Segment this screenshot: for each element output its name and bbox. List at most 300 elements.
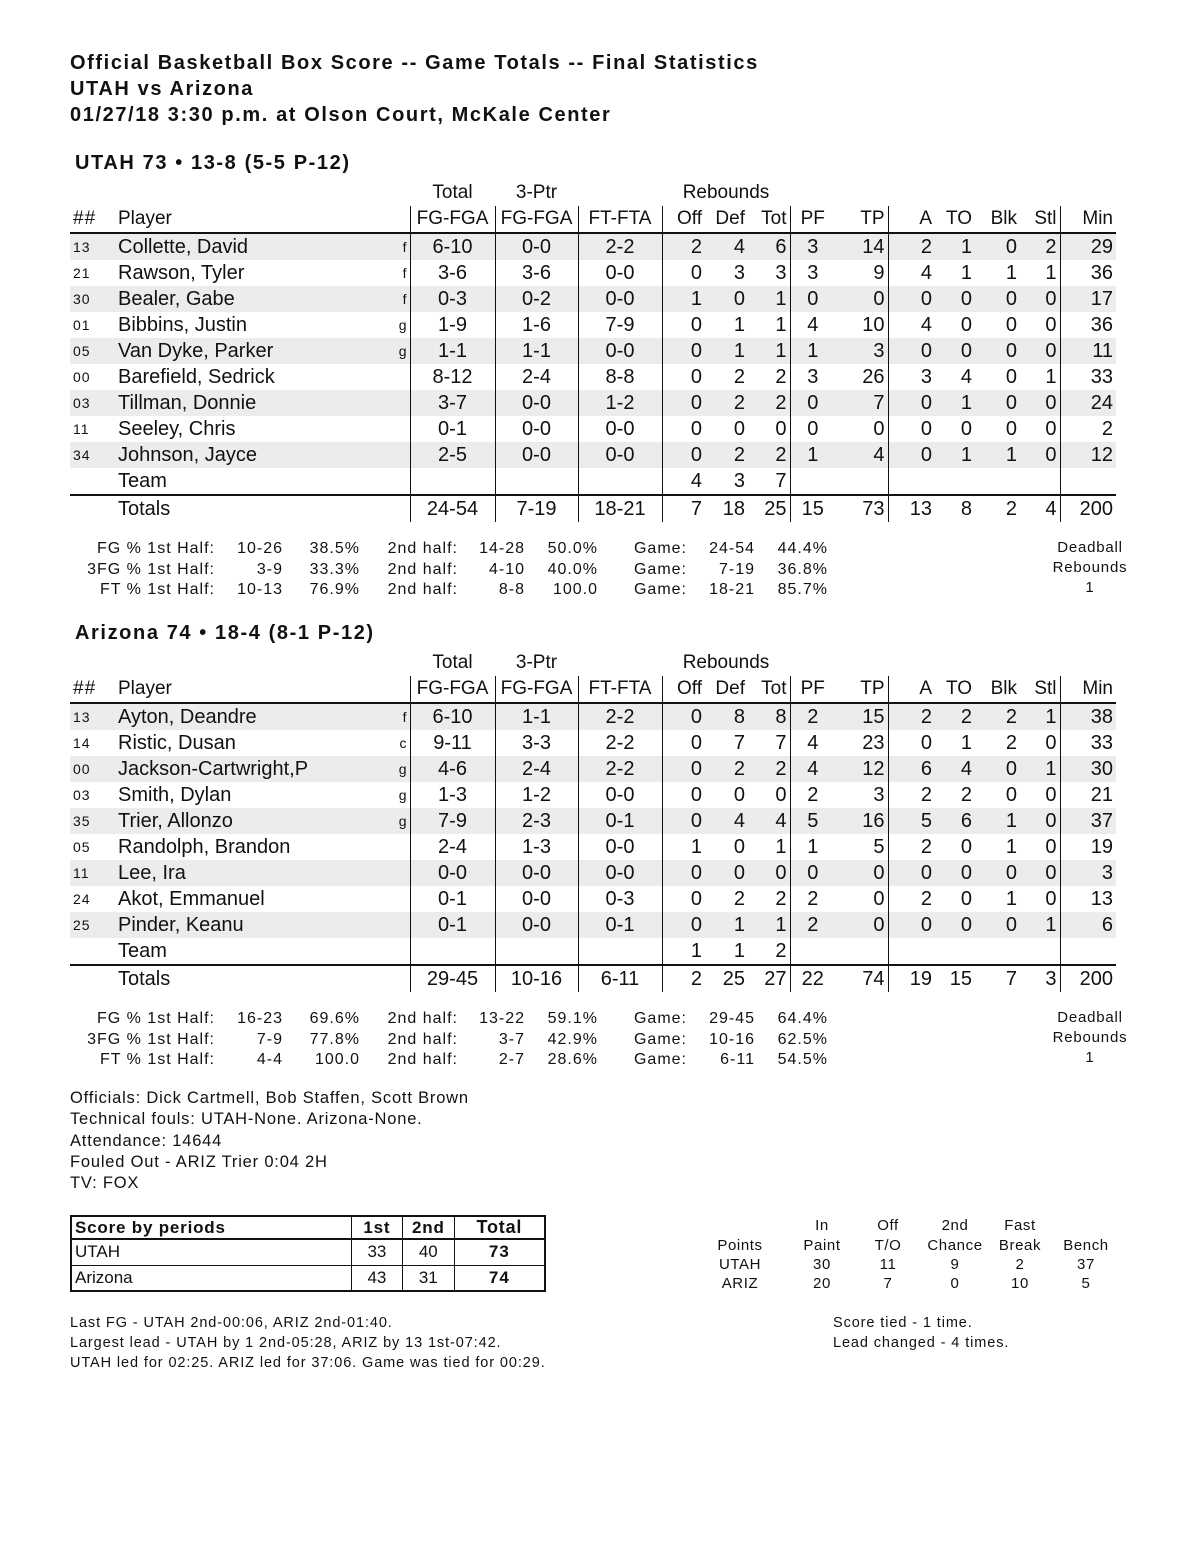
cell-a: 5 <box>888 808 935 834</box>
shooting-value: 3FG % 1st Half: <box>87 1030 215 1048</box>
cell-tp3: 0-0 <box>495 416 578 442</box>
cell-ft <box>578 468 662 495</box>
cell-stl: 1 <box>1045 366 1057 388</box>
cell-min: 24 <box>1060 390 1116 416</box>
shooting-value: 69.6% <box>309 1010 360 1027</box>
cell-tp: 26 <box>862 366 885 388</box>
cell-tp3: 0-0 <box>495 390 578 416</box>
cell-a: 2 <box>888 703 935 730</box>
shooting-value: Game: <box>633 560 687 578</box>
cell-tot: 1 <box>748 286 790 312</box>
cell-tp: 5 <box>873 836 885 858</box>
group-header-cell: 3-Ptr <box>515 182 558 203</box>
cell-stl: 0 <box>1045 732 1057 754</box>
cell-min <box>1060 938 1116 965</box>
cell-tp3: 7-19 <box>495 495 578 522</box>
column-header-pf: PF <box>790 676 835 703</box>
shooting-value: 29-45 <box>709 1010 755 1027</box>
footer-left-notes <box>70 1313 546 1373</box>
group-header-cell <box>1060 180 1116 206</box>
group-header-cell <box>1060 650 1116 676</box>
column-header-pf: PF <box>790 206 835 233</box>
cell-blk: 1 <box>975 442 1020 468</box>
player-row <box>70 260 1116 286</box>
cell-ft: 0-0 <box>578 286 662 312</box>
cell-min: 3 <box>1060 860 1116 886</box>
cell-a: 0 <box>888 416 935 442</box>
cell-tp3: 0-0 <box>495 912 578 938</box>
points-cell: Break <box>998 1236 1042 1254</box>
cell-pos <box>395 468 410 495</box>
cell-to: 2 <box>935 703 975 730</box>
cell-fg: 6-10 <box>410 703 495 730</box>
cell-stl <box>1020 468 1060 495</box>
column-header-to: TO <box>935 676 975 703</box>
cell-pf: 15 <box>790 495 835 522</box>
player-row <box>70 938 1116 965</box>
cell-def: 0 <box>705 286 748 312</box>
cell-tot: 2 <box>748 756 790 782</box>
cell-fg: 2-4 <box>410 834 495 860</box>
cell-tot: 2 <box>748 390 790 416</box>
cell-a <box>888 468 935 495</box>
points-cell: Bench <box>1063 1236 1109 1254</box>
cell-to: 0 <box>960 888 972 910</box>
points-cell: 11 <box>879 1255 897 1273</box>
column-header-fg: FG-FGA <box>410 676 495 703</box>
cell-off: 0 <box>662 756 705 782</box>
cell-num: 11 <box>73 421 90 437</box>
cell-stl: 1 <box>1045 262 1057 284</box>
shooting-value: 24-54 <box>709 540 755 557</box>
shooting-value: 54.5% <box>777 1051 828 1068</box>
player-row <box>70 860 1116 886</box>
cell-fg: 0-1 <box>410 886 495 912</box>
cell-fg: 3-6 <box>410 260 495 286</box>
cell-pos <box>395 364 410 390</box>
cell-tot: 0 <box>748 860 790 886</box>
cell-stl: 0 <box>1020 286 1060 312</box>
cell-tp3 <box>495 938 578 965</box>
points-cell: 10 <box>1011 1274 1029 1292</box>
cell-pos <box>395 390 410 416</box>
cell-blk: 2 <box>1005 732 1017 754</box>
cell-def: 4 <box>705 233 748 260</box>
last-fg: Last FG - UTAH 2nd-00:06, ARIZ 2nd-01:40. <box>70 1315 393 1331</box>
cell-off: 0 <box>662 390 705 416</box>
cell-blk: 1 <box>1005 262 1017 284</box>
cell-stl: 0 <box>1045 314 1057 336</box>
game-date-venue: 01/27/18 3:30 p.m. at Olson Court, McKale Center <box>70 104 612 126</box>
cell-pf: 0 <box>790 860 835 886</box>
cell-num: 14 <box>73 735 91 751</box>
cell-blk: 1 <box>975 808 1020 834</box>
period-score: 33 <box>351 1239 402 1265</box>
box-score-table <box>70 650 1116 992</box>
shooting-value: 62.5% <box>777 1030 828 1048</box>
column-header-num: ## <box>70 206 115 233</box>
cell-tp3: 0-0 <box>495 886 578 912</box>
cell-ft: 0-0 <box>578 260 662 286</box>
cell-tot: 0 <box>775 784 787 806</box>
shooting-value: 2nd half: <box>387 540 458 557</box>
cell-a: 0 <box>888 730 935 756</box>
periods-header: Score by periods <box>71 1216 351 1239</box>
cell-blk: 0 <box>975 286 1020 312</box>
cell-fg: 0-1 <box>410 416 495 442</box>
cell-off: 0 <box>662 260 705 286</box>
cell-tot: 3 <box>775 262 787 284</box>
cell-fg: 0-3 <box>410 286 495 312</box>
cell-tp3: 10-16 <box>495 965 578 992</box>
cell-tp: 0 <box>835 912 888 938</box>
cell-ft: 0-0 <box>578 834 662 860</box>
cell-off: 0 <box>662 782 705 808</box>
cell-stl: 1 <box>1020 703 1060 730</box>
cell-min: 17 <box>1060 286 1116 312</box>
cell-to: 1 <box>935 442 975 468</box>
points-cell: In <box>815 1217 829 1234</box>
points-cell: 37 <box>1077 1255 1095 1273</box>
shooting-value: 4-10 <box>488 560 525 578</box>
cell-pf: 4 <box>790 730 835 756</box>
cell-def: 2 <box>705 442 748 468</box>
cell-blk: 0 <box>1005 784 1017 806</box>
cell-blk <box>975 468 1020 495</box>
cell-player: Smith, Dylan <box>118 784 232 806</box>
cell-stl: 0 <box>1020 390 1060 416</box>
cell-pos: g <box>395 338 410 364</box>
cell-blk: 0 <box>975 912 1020 938</box>
player-row <box>70 233 1116 260</box>
cell-def: 25 <box>705 965 748 992</box>
cell-off: 0 <box>662 703 705 730</box>
cell-tp3: 1-2 <box>495 782 578 808</box>
group-header-cell <box>115 180 395 206</box>
cell-def: 1 <box>705 912 748 938</box>
cell-num <box>70 938 115 965</box>
cell-off: 0 <box>662 808 705 834</box>
cell-tp3: 2-4 <box>495 756 578 782</box>
cell-min: 36 <box>1060 312 1116 338</box>
cell-tot: 2 <box>775 940 787 962</box>
cell-tot: 1 <box>748 912 790 938</box>
cell-def: 1 <box>705 338 748 364</box>
cell-pf: 1 <box>790 834 835 860</box>
cell-pf: 2 <box>790 782 835 808</box>
cell-pos <box>395 938 410 965</box>
shooting-value: 76.9% <box>309 581 360 598</box>
player-row <box>70 416 1116 442</box>
cell-stl: 3 <box>1020 965 1060 992</box>
shooting-value: 36.8% <box>777 560 828 578</box>
shooting-value: 4-4 <box>256 1051 283 1068</box>
cell-fg: 4-6 <box>410 756 495 782</box>
cell-pf: 4 <box>790 756 835 782</box>
cell-tp <box>835 468 888 495</box>
cell-min: 29 <box>1060 233 1116 260</box>
cell-blk: 0 <box>1005 366 1017 388</box>
cell-ft: 0-1 <box>578 912 662 938</box>
player-row <box>70 390 1116 416</box>
cell-def: 1 <box>733 940 745 962</box>
cell-player: Trier, Allonzo <box>115 808 395 834</box>
column-header-tot: Tot <box>748 206 790 233</box>
column-header-player: Player <box>115 676 395 703</box>
cell-pos: g <box>395 808 410 834</box>
shooting-value: 10-26 <box>237 540 283 557</box>
column-header-def: Def <box>705 206 748 233</box>
points-cell: 9 <box>950 1255 960 1273</box>
cell-pos <box>395 495 410 522</box>
cell-pos: f <box>395 233 410 260</box>
group-header-cell <box>835 650 888 676</box>
cell-num: 25 <box>70 912 115 938</box>
cell-pf: 22 <box>790 965 835 992</box>
cell-player: Randolph, Brandon <box>118 836 291 858</box>
cell-tp: 0 <box>835 860 888 886</box>
cell-to: 1 <box>960 732 972 754</box>
cell-def: 0 <box>733 836 745 858</box>
cell-pf: 2 <box>790 886 835 912</box>
cell-min: 33 <box>1060 364 1116 390</box>
points-cell: Off <box>877 1217 899 1234</box>
officials: Officials: Dick Cartmell, Bob Staffen, Scott Brown <box>70 1089 469 1107</box>
cell-fg: 6-10 <box>410 233 495 260</box>
shooting-value: 13-22 <box>479 1010 525 1027</box>
points-cell: T/O <box>874 1236 902 1254</box>
cell-pf: 3 <box>790 260 835 286</box>
cell-min: 30 <box>1060 756 1116 782</box>
cell-num <box>70 468 115 495</box>
cell-player: Collette, David <box>115 233 395 260</box>
column-header-tp: TP <box>835 676 888 703</box>
cell-def: 0 <box>733 418 745 440</box>
points-cell: ARIZ <box>721 1274 759 1292</box>
cell-ft: 18-21 <box>578 495 662 522</box>
cell-off: 0 <box>662 730 705 756</box>
cell-pos: f <box>402 265 407 281</box>
cell-min: 200 <box>1060 965 1116 992</box>
cell-pf: 2 <box>790 912 835 938</box>
group-header-cell: Total <box>432 652 473 673</box>
cell-pos: c <box>399 735 407 751</box>
cell-to <box>935 468 975 495</box>
cell-num: 00 <box>73 369 91 385</box>
cell-ft: 8-8 <box>578 364 662 390</box>
cell-tp: 3 <box>873 784 885 806</box>
cell-num: 35 <box>70 808 115 834</box>
cell-to: 1 <box>935 390 975 416</box>
group-header-cell <box>888 180 935 206</box>
group-header-cell <box>1020 650 1060 676</box>
period-score: 43 <box>351 1265 402 1291</box>
deadball-line: Rebounds <box>1052 1029 1128 1046</box>
cell-player: Rawson, Tyler <box>118 262 245 284</box>
cell-player: Johnson, Jayce <box>115 442 395 468</box>
group-header-cell <box>1020 180 1060 206</box>
cell-to: 0 <box>935 860 975 886</box>
cell-pf: 1 <box>790 338 835 364</box>
cell-stl: 4 <box>1020 495 1060 522</box>
footer-right-notes <box>833 1313 1009 1353</box>
cell-player: Jackson-Cartwright,P <box>115 756 395 782</box>
shooting-value: FG % 1st Half: <box>96 540 215 557</box>
time-led: UTAH led for 02:25. ARIZ led for 37:06. Game was tied for 00:29. <box>70 1355 546 1371</box>
cell-a: 0 <box>888 286 935 312</box>
player-row <box>70 312 1116 338</box>
cell-player: Seeley, Chris <box>118 418 236 440</box>
cell-tp: 0 <box>873 418 885 440</box>
group-header-cell: 3-Ptr <box>515 652 558 673</box>
shooting-value: 42.9% <box>547 1030 598 1048</box>
shooting-value: 16-23 <box>237 1010 283 1027</box>
deadball-line: 1 <box>1085 1049 1095 1066</box>
shooting-value: 2nd half: <box>387 1051 458 1068</box>
points-cell: 2nd <box>941 1217 969 1234</box>
cell-ft: 1-2 <box>578 390 662 416</box>
shooting-value: 85.7% <box>777 581 828 598</box>
group-header-cell <box>975 180 1020 206</box>
cell-pos <box>395 416 410 442</box>
cell-pf <box>790 468 835 495</box>
shooting-value: 77.8% <box>309 1030 360 1048</box>
report-title: Official Basketball Box Score -- Game Totals -- Final Statistics <box>70 52 759 74</box>
cell-to: 0 <box>935 286 975 312</box>
cell-tot: 7 <box>775 732 787 754</box>
cell-off: 0 <box>662 886 705 912</box>
period-total: 73 <box>454 1239 545 1265</box>
group-header-cell <box>578 180 662 206</box>
tv: TV: FOX <box>70 1174 140 1193</box>
column-header-def: Def <box>705 676 748 703</box>
cell-tp3: 2-3 <box>495 808 578 834</box>
deadball-rebounds <box>1030 1008 1150 1068</box>
points-cell: 7 <box>883 1274 893 1292</box>
cell-a: 13 <box>888 495 935 522</box>
cell-blk: 1 <box>1005 836 1017 858</box>
cell-player: Ristic, Dusan <box>118 732 236 754</box>
cell-pos: f <box>395 286 410 312</box>
cell-stl: 0 <box>1045 418 1057 440</box>
cell-num: 03 <box>73 787 91 803</box>
cell-fg: 0-1 <box>410 912 495 938</box>
cell-stl: 1 <box>1020 912 1060 938</box>
cell-ft: 2-2 <box>578 756 662 782</box>
cell-a: 4 <box>888 312 935 338</box>
shooting-value: 6-11 <box>720 1051 755 1068</box>
shooting-value: 10-13 <box>237 581 283 598</box>
shooting-value: Game: <box>633 1010 687 1027</box>
cell-to: 6 <box>935 808 975 834</box>
cell-stl: 0 <box>1045 888 1057 910</box>
column-header-tot: Tot <box>748 676 790 703</box>
cell-num: 24 <box>73 891 91 907</box>
cell-player: Lee, Ira <box>115 860 395 886</box>
lead-changed: Lead changed - 4 times. <box>833 1335 1010 1351</box>
period-score: 40 <box>402 1239 454 1265</box>
cell-tp3: 0-2 <box>495 286 578 312</box>
column-header-tp3: FG-FGA <box>495 676 578 703</box>
cell-tot: 0 <box>775 418 787 440</box>
deadball-line: Rebounds <box>1052 559 1128 576</box>
team-heading: UTAH 73 • 13-8 (5-5 P-12) <box>75 152 351 174</box>
cell-a: 0 <box>888 390 935 416</box>
cell-tp3: 1-1 <box>495 338 578 364</box>
cell-pf: 4 <box>790 312 835 338</box>
cell-off: 0 <box>662 338 705 364</box>
cell-blk: 0 <box>1005 314 1017 336</box>
points-cell: Paint <box>803 1236 841 1254</box>
cell-ft <box>578 938 662 965</box>
column-header-pos <box>395 206 410 233</box>
cell-player: Van Dyke, Parker <box>115 338 395 364</box>
cell-player: Akot, Emmanuel <box>118 888 265 910</box>
cell-off: 1 <box>662 834 705 860</box>
cell-tot: 2 <box>775 366 787 388</box>
cell-def: 3 <box>733 262 745 284</box>
cell-pos <box>395 886 410 912</box>
cell-tot: 8 <box>748 703 790 730</box>
column-header-stl: Stl <box>1020 676 1060 703</box>
cell-def: 8 <box>705 703 748 730</box>
cell-off: 2 <box>662 965 705 992</box>
cell-to: 0 <box>935 912 975 938</box>
shooting-value: 59.1% <box>547 1010 598 1027</box>
column-header-pos <box>395 676 410 703</box>
cell-off: 0 <box>662 860 705 886</box>
cell-to: 0 <box>960 836 972 858</box>
cell-fg: 1-1 <box>410 338 495 364</box>
player-row <box>70 756 1116 782</box>
cell-pos: f <box>395 703 410 730</box>
shooting-value: FT % 1st Half: <box>99 581 215 598</box>
shooting-value: 28.6% <box>547 1051 598 1068</box>
group-header-cell <box>70 180 115 206</box>
points-cell: 20 <box>813 1274 831 1292</box>
score-tied: Score tied - 1 time. <box>833 1315 973 1331</box>
group-header-cell <box>835 180 888 206</box>
cell-fg: 8-12 <box>410 364 495 390</box>
group-header-cell <box>790 180 835 206</box>
group-header-cell <box>935 180 975 206</box>
points-cell: 30 <box>813 1255 831 1273</box>
cell-a: 0 <box>888 442 935 468</box>
cell-tp: 74 <box>835 965 888 992</box>
cell-player: Barefield, Sedrick <box>118 366 275 388</box>
cell-tp: 15 <box>835 703 888 730</box>
score-by-periods-table <box>70 1215 546 1292</box>
cell-tp: 16 <box>835 808 888 834</box>
cell-player: Team <box>118 940 167 962</box>
cell-min: 6 <box>1060 912 1116 938</box>
cell-off: 0 <box>662 416 705 442</box>
cell-ft: 0-0 <box>578 442 662 468</box>
column-header-blk: Blk <box>975 676 1020 703</box>
cell-blk <box>975 938 1020 965</box>
column-header-row <box>70 676 1116 703</box>
cell-pf: 0 <box>790 390 835 416</box>
player-row <box>70 364 1116 390</box>
cell-num: 11 <box>70 860 115 886</box>
cell-tot: 2 <box>748 442 790 468</box>
cell-player: Team <box>118 470 167 492</box>
rebounds-group-header: Rebounds <box>682 182 770 203</box>
column-header-stl: Stl <box>1020 206 1060 233</box>
column-header-a: A <box>888 676 935 703</box>
game-notes <box>70 1088 469 1194</box>
period-team: Arizona <box>71 1265 351 1291</box>
